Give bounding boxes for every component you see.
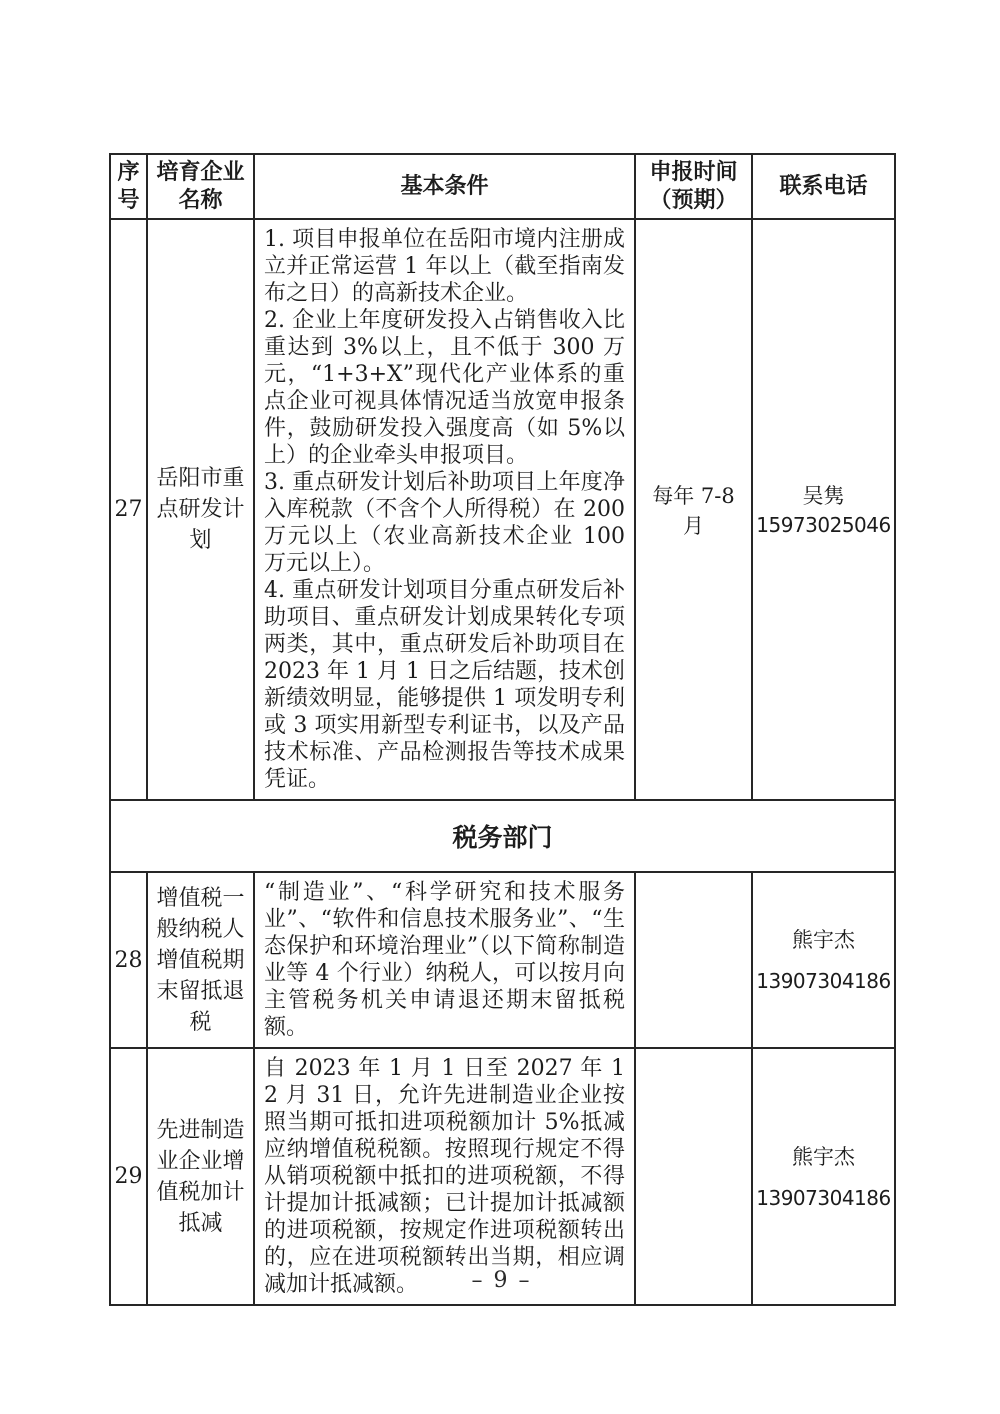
header-conditions-label: 基本条件 bbox=[400, 173, 489, 199]
row-28-conditions bbox=[254, 872, 635, 1048]
table-header-row bbox=[110, 154, 895, 219]
row-27-contact bbox=[752, 219, 895, 800]
header-cell-conditions bbox=[254, 154, 635, 219]
header-no-line2: 号 bbox=[117, 187, 140, 213]
row-28-application-time bbox=[635, 872, 752, 1048]
contact-person-name: 熊宇杰 bbox=[792, 1144, 855, 1169]
header-time-line1: 申报时间 bbox=[649, 159, 738, 185]
table-row-27 bbox=[110, 219, 895, 800]
condition-item: 1. 项目申报单位在岳阳市境内注册成立并正常运营 1 年以上（截至指南发布之日）的高新技术企业。 bbox=[264, 227, 625, 306]
header-time-line2: （预期） bbox=[649, 187, 738, 213]
condition-item: “制造业”、“科学研究和技术服务业”、“软件和信息技术服务业”、“生态保护和环境治理业”（以下简称制造业等 4 个行业）纳税人，可以按月向主管税务机关申请退还期末留抵税额。 bbox=[264, 880, 625, 1040]
header-name-line2: 名称 bbox=[178, 187, 223, 213]
header-cell-name bbox=[147, 154, 254, 219]
row-29-conditions bbox=[254, 1048, 635, 1305]
row-29-program-name: 先进制造业企业增值税加计抵减 bbox=[147, 1048, 254, 1305]
row-29-application-time bbox=[635, 1048, 752, 1305]
contact-phone-number: 13907304186 bbox=[756, 1185, 891, 1210]
row-27-program-name: 岳阳市重点研发计划 bbox=[147, 219, 254, 800]
header-cell-phone bbox=[752, 154, 895, 219]
contact-phone-number: 13907304186 bbox=[756, 969, 891, 993]
contact-person-name: 熊宇杰 bbox=[792, 928, 855, 952]
page-number: – 9 – bbox=[471, 1268, 532, 1293]
row-28-contact bbox=[752, 872, 895, 1048]
condition-item: 自 2023 年 1 月 1 日至 2027 年 12 月 31 日，允许先进制造业企业按照当期可抵扣进项税额加计 5%抵减应纳增值税税额。按照现行规定不得从销项税额中抵扣的进项税额，不得计提加计抵减额；已计提加计抵减额的进项税额，按规定作进项税额转出的，应在进项税额转出当期，相应调减加计抵减额。 bbox=[264, 1056, 625, 1297]
contact-phone-number: 15973025046 bbox=[756, 512, 891, 537]
section-row-tax-department bbox=[110, 800, 895, 872]
section-title: 税务部门 bbox=[110, 800, 895, 872]
header-no-line1: 序 bbox=[117, 159, 140, 185]
header-cell-time bbox=[635, 154, 752, 219]
condition-item: 4. 重点研发计划项目分重点研发后补助项目、重点研发计划成果转化专项两类，其中，重点研发后补助项目在 2023 年 1 月 1 日之后结题，技术创新绩效明显，能够提供 1 项发明专利或 3 项实用新型专利证书，以及产品技术标准、产品检测报告等技术成果凭证。 bbox=[264, 578, 625, 792]
condition-item: 2. 企业上年度研发投入占销售收入比重达到 3%以上，且不低于 300 万元，“1+3+X”现代化产业体系的重点企业可视具体情况适当放宽申报条件，鼓励研发投入强度高（如 5%以上）的企业牵头申报项目。 bbox=[264, 308, 625, 468]
row-27-application-time: 每年 7-8 月 bbox=[635, 219, 752, 800]
table-row-29 bbox=[110, 1048, 895, 1305]
policy-table bbox=[109, 153, 896, 1306]
table-row-28 bbox=[110, 872, 895, 1048]
row-29-number: 29 bbox=[110, 1048, 147, 1305]
row-27-conditions bbox=[254, 219, 635, 800]
condition-item: 3. 重点研发计划后补助项目上年度净入库税款（不含个人所得税）在 200 万元以上（农业高新技术企业 100 万元以上）。 bbox=[264, 470, 625, 576]
header-phone-label: 联系电话 bbox=[779, 173, 868, 199]
row-28-number: 28 bbox=[110, 872, 147, 1048]
row-28-program-name: 增值税一般纳税人增值税期末留抵退税 bbox=[147, 872, 254, 1048]
row-27-number: 27 bbox=[110, 219, 147, 800]
contact-person-name: 吴隽 bbox=[802, 483, 845, 508]
header-name-line1: 培育企业 bbox=[156, 159, 245, 185]
header-cell-no bbox=[110, 154, 147, 219]
row-29-contact bbox=[752, 1048, 895, 1305]
